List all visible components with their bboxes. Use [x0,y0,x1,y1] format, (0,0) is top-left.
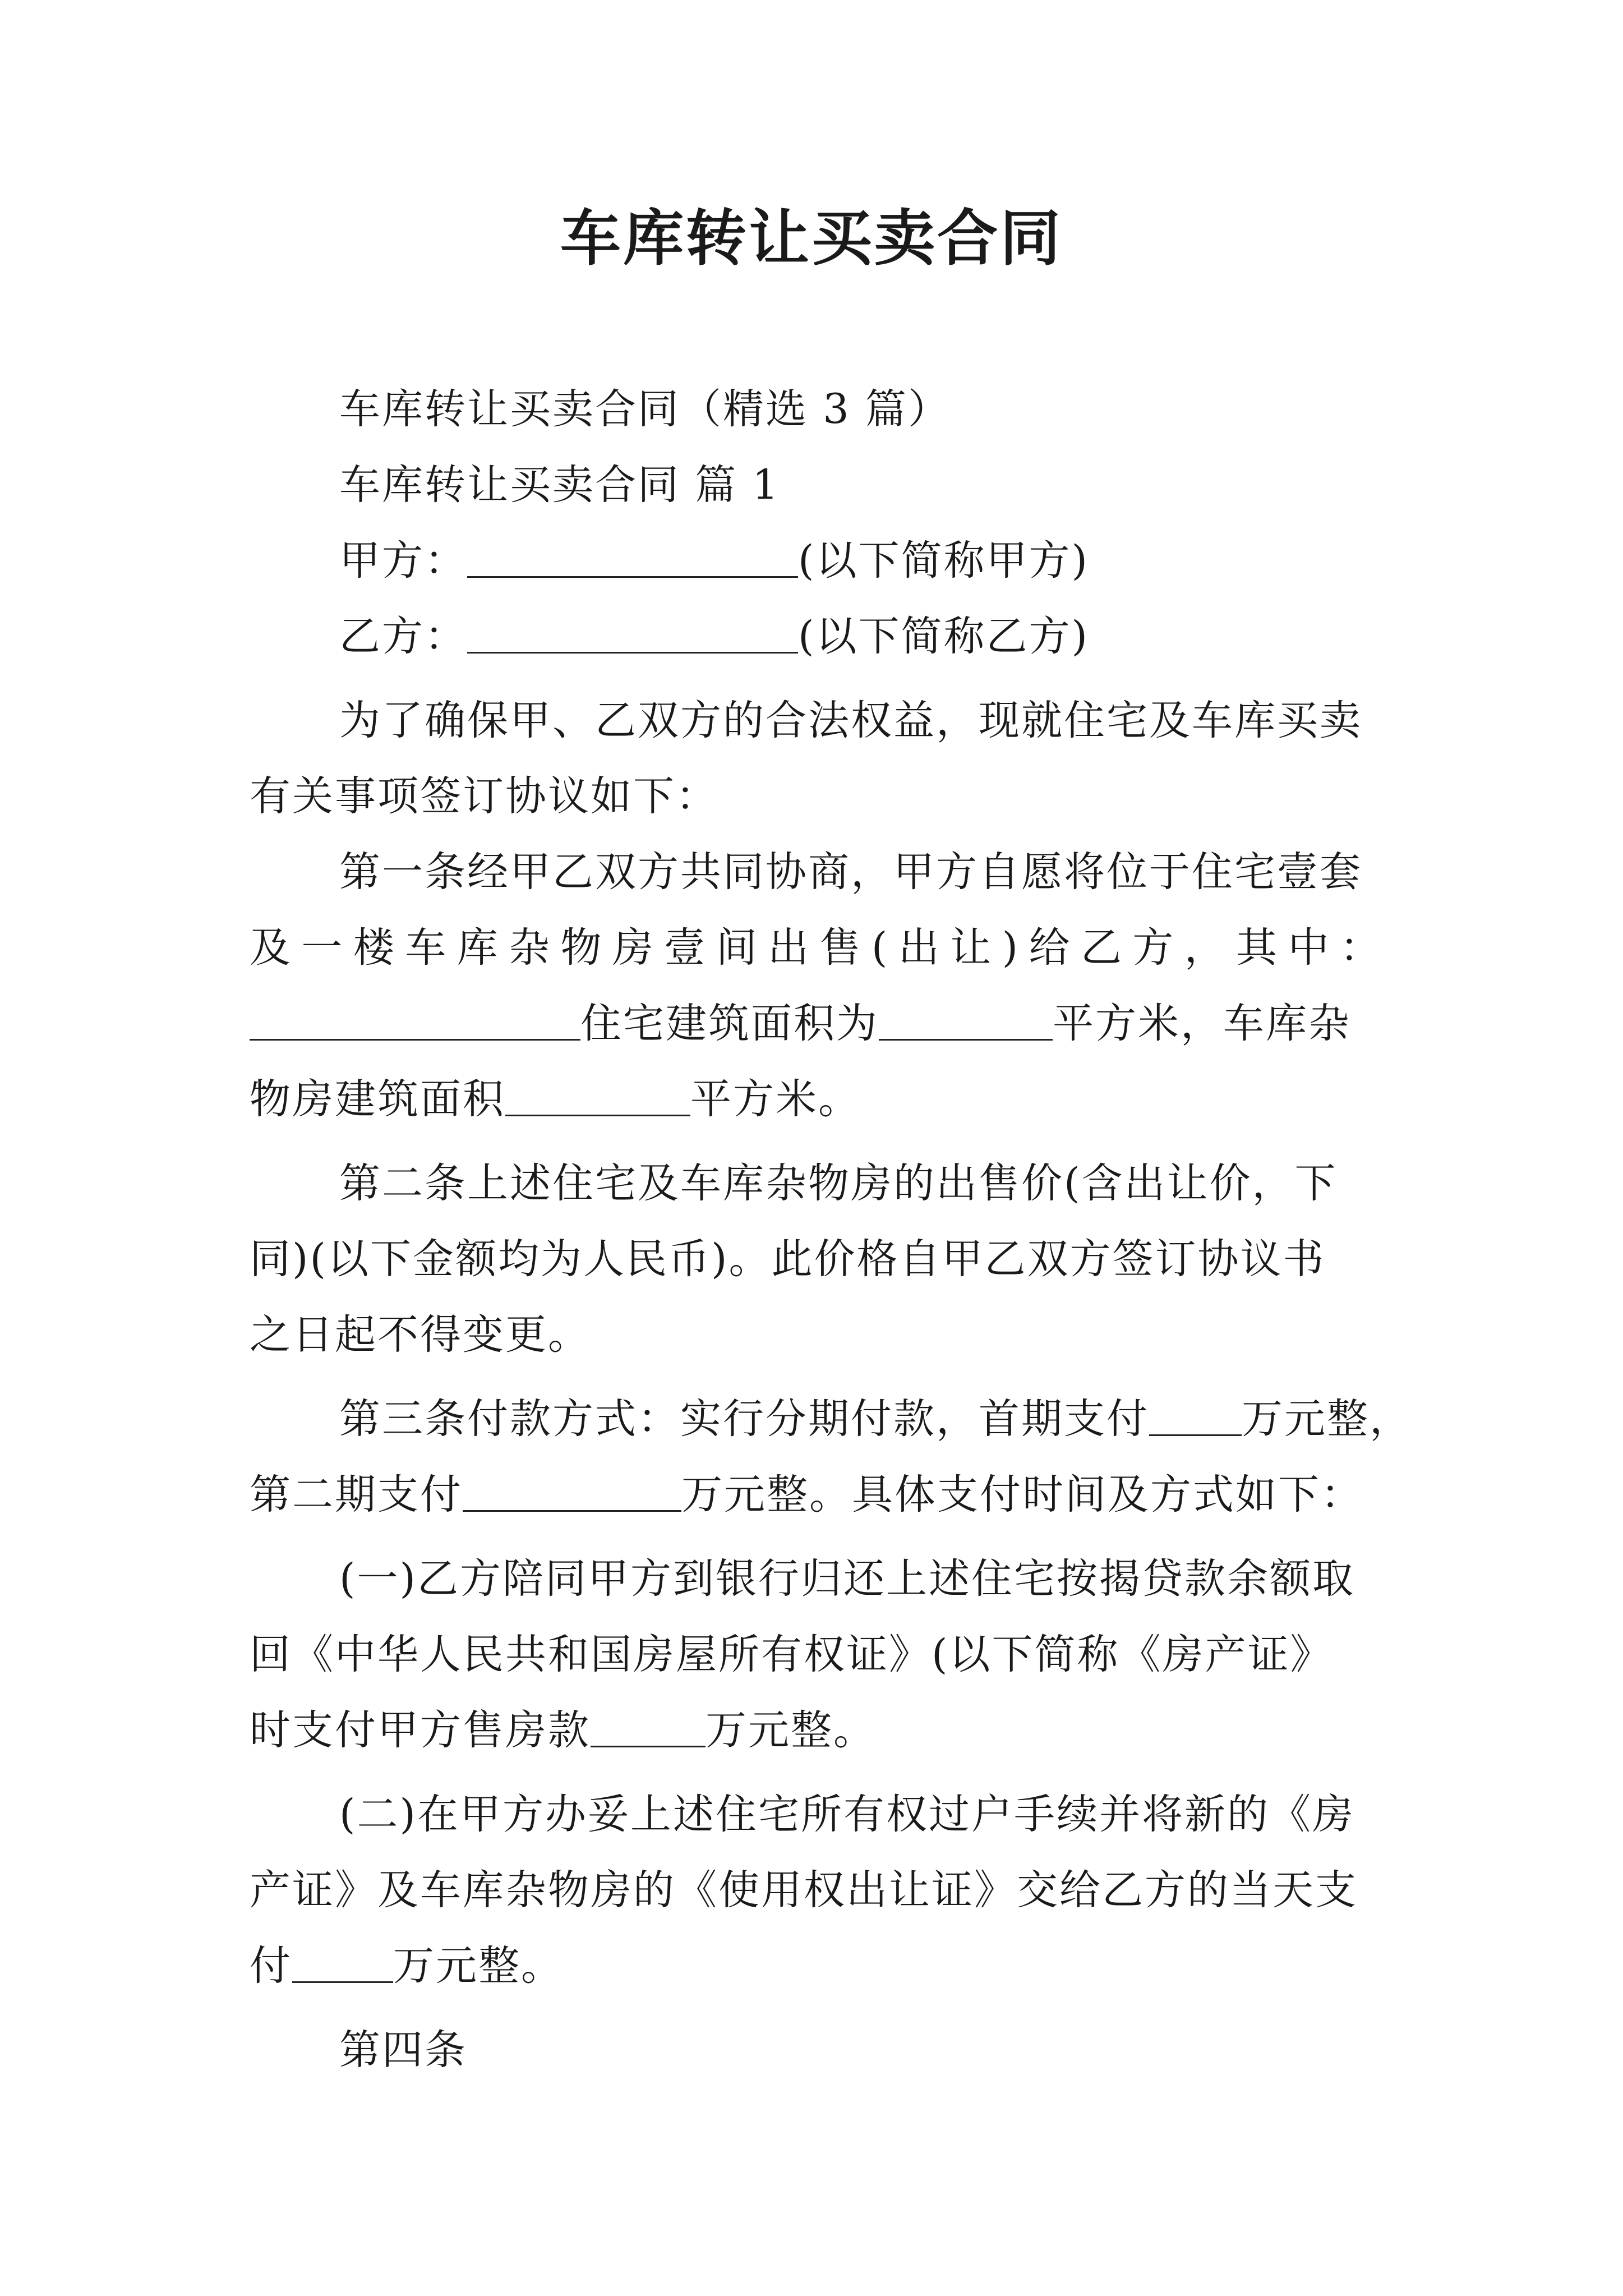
party-a-label: 甲方： [339,537,467,585]
paragraph-text: 万元整。具体支付时间及方式如下： [681,1471,1363,1519]
section-heading [339,457,1382,513]
paragraph-text: 之日起不得变更。 [250,1311,591,1359]
clause-1-line [339,1551,1382,1607]
paragraph-text: 及一楼车库杂物房壹间出售(出让)给乙方，其中： [250,924,1382,972]
second-payment-blank [463,1471,681,1512]
paragraph-text: 时支付甲方售房款 [250,1706,591,1754]
paragraph-text: 万元整， [1242,1395,1412,1443]
paragraph-line [250,769,1382,825]
paragraph-text: 同)(以下金额均为人民币)。此价格自甲乙双方签订协议书 [250,1235,1326,1283]
paragraph-text: 付 [250,1942,292,1990]
subtitle-text: 车库转让买卖合同（精选 3 篇） [339,385,951,433]
paragraph-text: 第二条上述住宅及车库杂物房的出售价(含出让价，下 [339,1159,1338,1207]
document-title: 车库转让买卖合同 [560,203,1063,274]
article-3-line [339,1391,1412,1447]
paragraph-text: (一)乙方陪同甲方到银行归还上述住宅按揭贷款余额取 [339,1555,1355,1603]
section-heading-text: 车库转让买卖合同 篇 1 [339,461,780,509]
article-2-line [250,1231,1382,1287]
paragraph-text: 第三条付款方式：实行分期付款，首期支付 [339,1395,1149,1443]
clause-1-line [250,1627,1382,1683]
paragraph-text: 第一条经甲乙双方共同协商，甲方自愿将位于住宅壹套 [339,848,1362,896]
sale-payment-blank [591,1706,706,1747]
paragraph-text: 平方米，车库杂 [1053,1000,1351,1047]
paragraph-text: 住宅建筑面积为 [580,1000,879,1047]
subtitle-line [339,381,1382,438]
paragraph-line [339,693,1382,749]
article-1-line [250,996,1382,1052]
article-1-line [250,920,1382,976]
article-3-line [250,1467,1382,1523]
article-1-line [250,1071,1382,1128]
address-blank [250,1000,580,1041]
paragraph-text: (二)在甲方办妥上述住宅所有权过户手续并将新的《房 [339,1791,1355,1838]
party-b-blank [467,613,798,654]
paragraph-text: 回《中华人民共和国房屋所有权证》(以下简称《房产证》 [250,1631,1333,1678]
party-b-note: (以下简称乙方) [798,613,1089,660]
paragraph-text: 有关事项签订协议如下： [250,772,718,820]
clause-2-line [250,1862,1382,1918]
party-b-label: 乙方： [339,613,467,660]
paragraph-text: 物房建筑面积 [250,1075,505,1123]
article-2-line [250,1307,1382,1363]
house-area-blank [879,1000,1053,1041]
paragraph-text: 平方米。 [690,1075,861,1123]
paragraph-text: 为了确保甲、乙双方的合法权益，现就住宅及车库买卖 [339,697,1362,744]
article-2-line [339,1156,1382,1212]
party-a-blank [467,537,798,578]
party-a-note: (以下简称甲方) [798,537,1089,585]
paragraph-text: 第二期支付 [250,1471,463,1519]
party-a-line [339,533,1382,589]
paragraph-text: 产证》及车库杂物房的《使用权出让证》交给乙方的当天支 [250,1866,1358,1914]
paragraph-text: 第四条 [339,2026,467,2074]
article-1-line [339,844,1382,900]
garage-area-blank [505,1075,690,1116]
paragraph-text: 万元整。 [393,1942,564,1990]
party-b-line [339,609,1382,665]
clause-1-line [250,1703,1382,1759]
article-4-line [339,2022,1382,2078]
clause-2-line [250,1938,1382,1994]
first-payment-blank [1149,1395,1242,1436]
paragraph-text: 万元整。 [706,1706,876,1754]
final-payment-blank [292,1942,393,1983]
clause-2-line [339,1787,1382,1843]
